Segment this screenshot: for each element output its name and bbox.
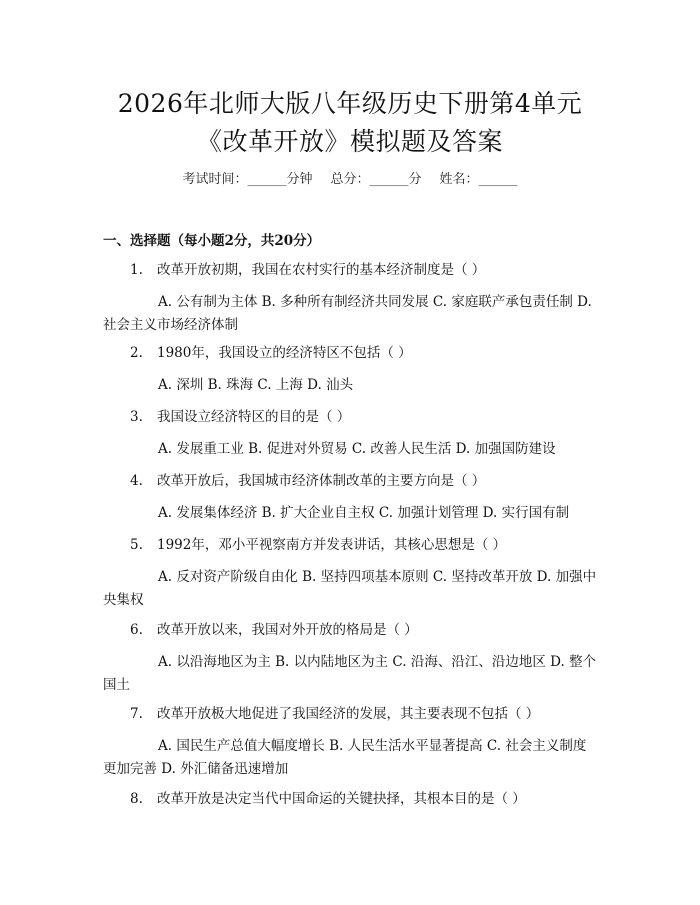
document-title-line-2: 《改革开放》模拟题及答案 xyxy=(196,127,503,156)
question-options: A. 国民生产总值大幅度增长 B. 人民生活水平显著提高 C. 社会主义制度更加完善 D. 外汇储备迅速增加 xyxy=(103,738,587,777)
question-stem: 改革开放初期，我国在农村实行的基本经济制度是（ ） xyxy=(157,262,486,278)
question-options: A. 发展集体经济 B. 扩大企业自主权 C. 加强计划管理 D. 实行国有制 xyxy=(158,505,570,521)
question-stem: 改革开放极大地促进了我国经济的发展，其主要表现不包括（ ） xyxy=(157,706,540,722)
question-stem: 改革开放后，我国城市经济体制改革的主要方向是（ ） xyxy=(157,473,486,489)
question-1 xyxy=(103,259,597,337)
question-number: 2. xyxy=(130,345,143,361)
question-4 xyxy=(103,470,597,525)
question-options: A. 以沿海地区为主 B. 以内陆地区为主 C. 沿海、沿江、沿边地区 D. 整个国土 xyxy=(103,654,597,693)
question-stem: 1992年，邓小平视察南方并发表讲话，其核心思想是（ ） xyxy=(157,537,507,553)
question-number: 1. xyxy=(130,262,143,278)
question-7 xyxy=(103,703,597,781)
question-options: A. 发展重工业 B. 促进对外贸易 C. 改善人民生活 D. 加强国防建设 xyxy=(158,441,556,457)
total-score-field: 总分：______分 xyxy=(330,172,422,187)
question-options: A. 反对资产阶级自由化 B. 坚持四项基本原则 C. 坚持改革开放 D. 加强中央集权 xyxy=(103,569,597,608)
question-number: 5. xyxy=(130,537,143,553)
question-stem: 我国设立经济特区的目的是（ ） xyxy=(157,409,351,425)
question-options: A. 深圳 B. 珠海 C. 上海 D. 汕头 xyxy=(158,377,354,393)
question-2 xyxy=(103,342,597,397)
question-5 xyxy=(103,534,597,612)
question-number: 6. xyxy=(130,622,143,638)
question-number: 4. xyxy=(130,473,143,489)
student-name-field: 姓名：______ xyxy=(439,172,518,187)
question-6 xyxy=(103,619,597,697)
question-8 xyxy=(103,788,597,810)
question-number: 8. xyxy=(130,791,143,807)
exam-time-field: 考试时间：______分钟 xyxy=(182,172,313,187)
question-stem: 改革开放是决定当代中国命运的关键抉择，其根本目的是（ ） xyxy=(157,791,526,807)
exam-meta-line xyxy=(0,168,700,187)
question-3 xyxy=(103,406,597,461)
question-number: 3. xyxy=(130,409,143,425)
question-number: 7. xyxy=(130,706,143,722)
document-title-line-1: 2026年北师大版八年级历史下册第4单元 xyxy=(117,89,583,118)
section-heading: 一、选择题（每小题2分，共20分） xyxy=(103,233,321,249)
question-options: A. 公有制为主体 B. 多种所有制经济共同发展 C. 家庭联产承包责任制 D. 社会主义市场经济体制 xyxy=(103,294,592,333)
question-stem: 1980年，我国设立的经济特区不包括（ ） xyxy=(157,345,412,361)
question-stem: 改革开放以来，我国对外开放的格局是（ ） xyxy=(157,622,418,638)
